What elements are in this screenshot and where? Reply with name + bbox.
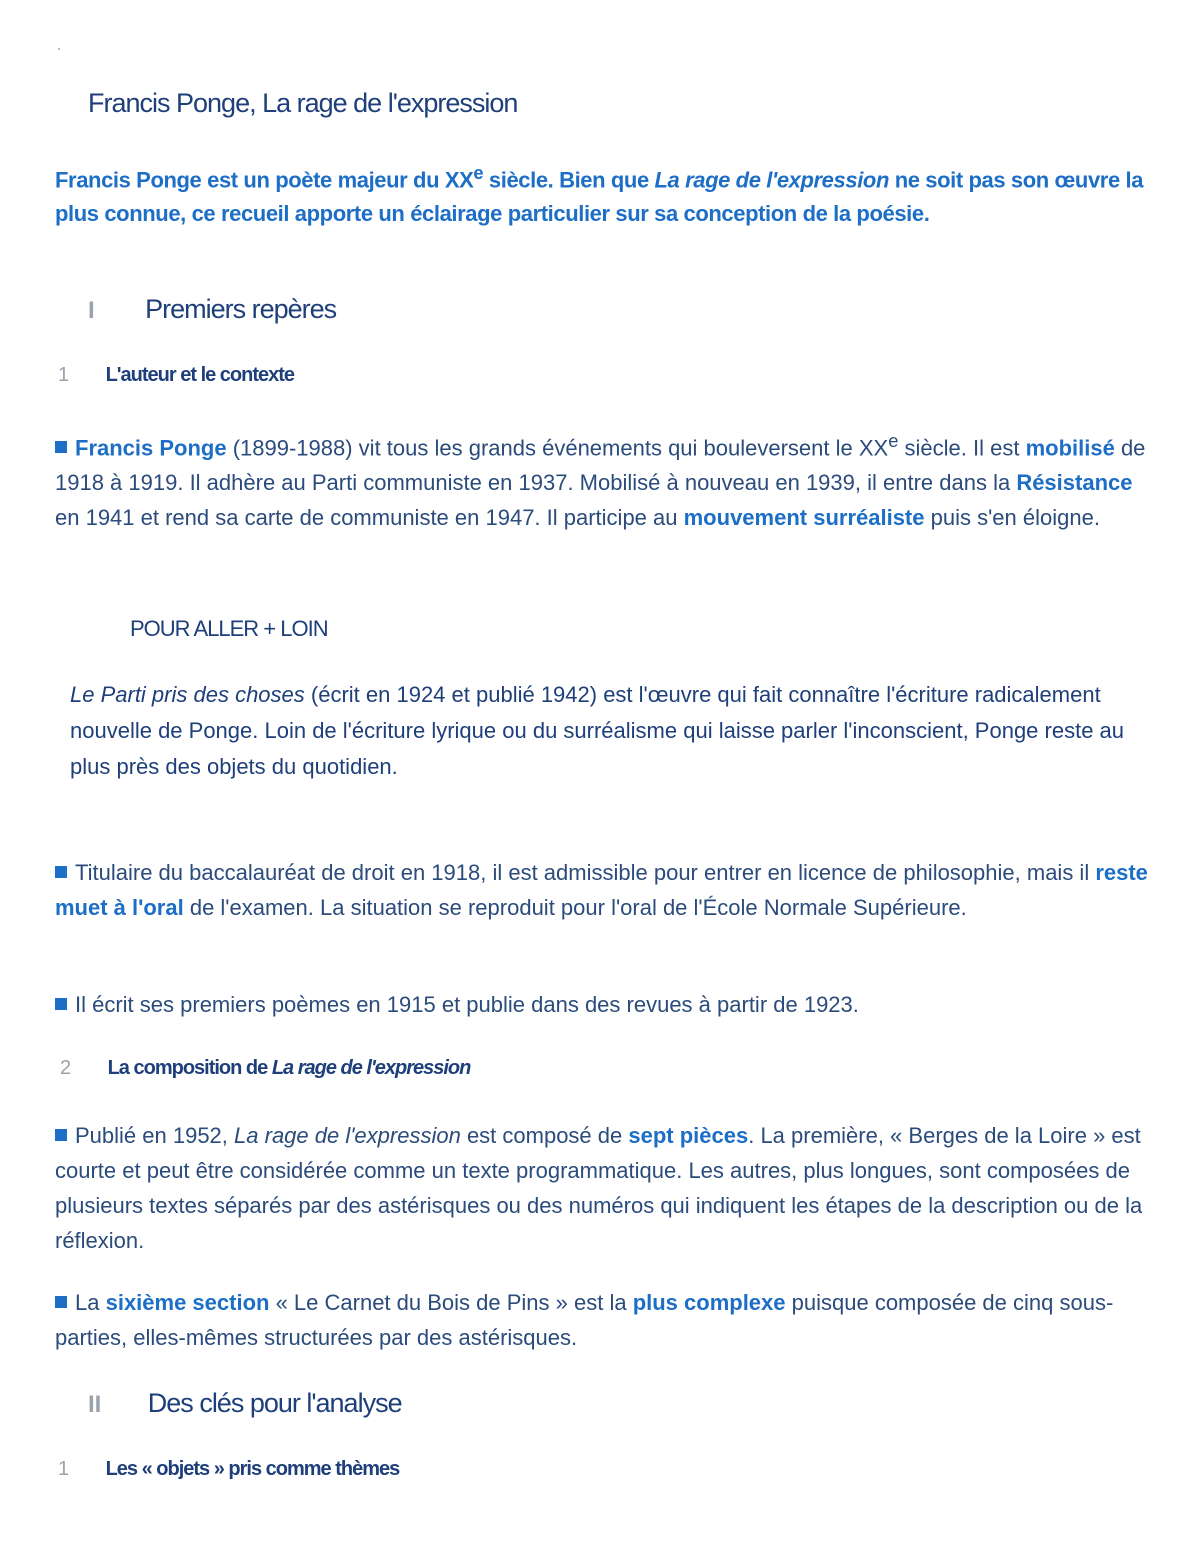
subsection-number: 2 — [60, 1057, 72, 1079]
section-title: Des clés pour l'analyse — [147, 1388, 402, 1418]
section-heading-2 — [88, 1388, 402, 1419]
speck — [58, 48, 60, 50]
box-title: POUR ALLER + LOIN — [130, 616, 328, 641]
bullet-square-icon — [55, 1129, 67, 1141]
subsection-number: 1 — [58, 1458, 70, 1480]
paragraph-composition: Publié en 1952, La rage de l'expression est composé de sept pièces. La première, « Berges de la Loire » est courte et peut être considérée comme un texte programmatique. Les autres, plus longues, sont composées de plusieurs textes séparés par des astérisques ou des numéros qui indiquent les étapes de la description ou de la réflexion. — [55, 1123, 1143, 1253]
section-number: II — [88, 1391, 102, 1418]
box-text: Le Parti pris des choses (écrit en 1924 et publié 1942) est l'œuvre qui fait connaître l'écriture radicalement nouvelle de Ponge. Loin de l'écriture lyrique ou du surréalisme qui laisse parler l'inconscient, Ponge reste au plus près des objets du quotidien. — [70, 682, 1125, 779]
subsection-heading-3 — [58, 1458, 399, 1481]
section-title: Premiers repères — [145, 294, 337, 324]
bullet-square-icon — [55, 866, 67, 878]
bullet-square-icon — [55, 441, 67, 453]
paragraph-sixth-section: La sixième section « Le Carnet du Bois de Pins » est la plus complexe puisque composée de cinq sous-parties, elles-mêmes structurées par des astérisques. — [55, 1290, 1114, 1350]
section-heading-1 — [88, 294, 336, 325]
subsection-number: 1 — [58, 364, 70, 386]
bullet-square-icon — [55, 998, 67, 1010]
subsection-title: L'auteur et le contexte — [105, 364, 295, 386]
bullet-square-icon — [55, 1296, 67, 1308]
subsection-heading-2 — [60, 1057, 470, 1080]
subsection-title: La composition de La rage de l'expression — [107, 1057, 471, 1079]
subsection-title: Les « objets » pris comme thèmes — [105, 1458, 400, 1480]
paragraph-author: Francis Ponge (1899-1988) vit tous les grands événements qui bouleversent le XXe siècle. Il est mobilisé de 1918 à 1919. Il adhère au Parti communiste en 1937. Mobilisé à nouveau en 1939, il entre dans la Résistance en 1941 et rend sa carte de communiste en 1947. Il participe au mouvement surréaliste puis s'en éloigne. — [55, 430, 1146, 531]
paragraph-first-poems: Il écrit ses premiers poèmes en 1915 et publie dans des revues à partir de 1923. — [55, 987, 1155, 1022]
intro-paragraph: Francis Ponge est un poète majeur du XXe siècle. Bien que La rage de l'expression ne soit pas son œuvre la plus connue, ce recueil apporte un éclairage particulier sur sa conception de la poésie. — [55, 162, 1144, 227]
page-title: Francis Ponge, La rage de l'expression — [88, 88, 518, 118]
section-number: I — [88, 297, 95, 324]
subsection-heading-1 — [58, 364, 294, 387]
paragraph-studies: Titulaire du baccalauréat de droit en 1918, il est admissible pour entrer en licence de philosophie, mais il reste muet à l'oral de l'examen. La situation se reproduit pour l'oral de l'École Normale Supérieure. — [55, 860, 1148, 920]
